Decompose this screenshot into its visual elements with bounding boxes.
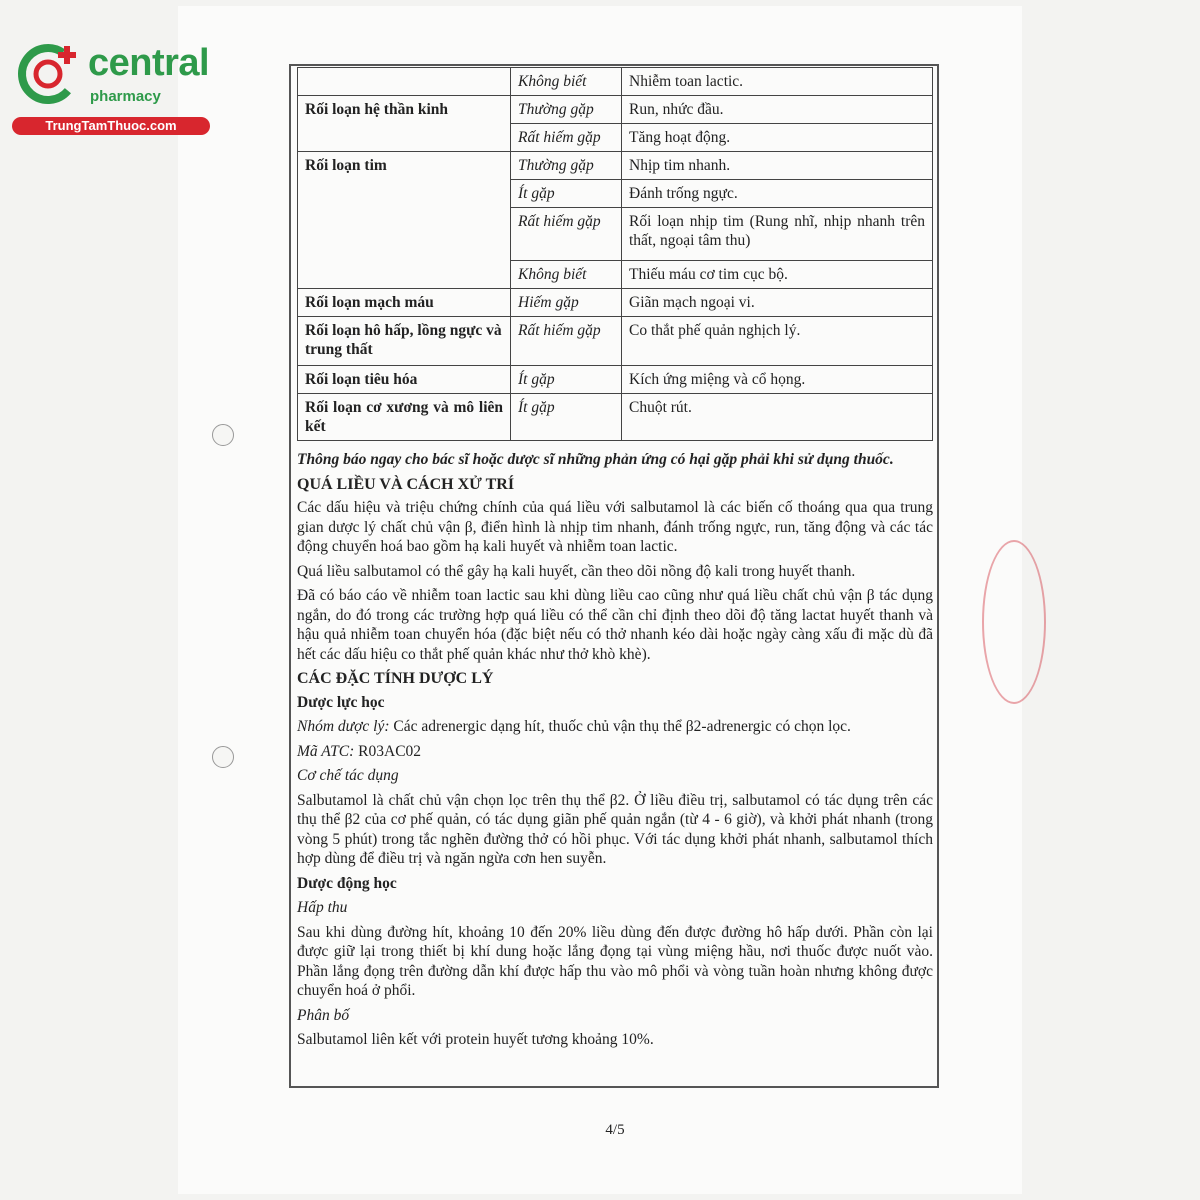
frequency-cell: Thường gặp	[511, 96, 622, 124]
category-cell: Rối loạn tiêu hóa	[298, 366, 511, 394]
distribution-label: Phân bố	[297, 1006, 350, 1024]
brand-subtitle: pharmacy	[90, 88, 161, 105]
table-row	[298, 68, 933, 96]
frequency-cell: Rất hiếm gặp	[511, 317, 622, 366]
paragraph: Các dấu hiệu và triệu chứng chính của quá liều với salbutamol là các biến cố thoáng qua qua trung gian dược lý chất chủ vận β, điển hình là nhịp tim nhanh, đánh trống ngực, run, tăng động và các tác động chuyển hoá bao gồm hạ kali huyết và nhiễm toan lactic.	[297, 499, 933, 555]
frequency-cell: Không biết	[511, 68, 622, 96]
effect-cell: Giãn mạch ngoại vi.	[622, 289, 933, 317]
page-number: 4/5	[605, 1122, 625, 1138]
effect-cell: Rối loạn nhịp tim (Rung nhĩ, nhịp nhanh trên thất, ngoại tâm thu)	[622, 208, 933, 261]
group-label: Nhóm dược lý:	[297, 718, 390, 735]
atc-value: R03AC02	[354, 742, 422, 760]
effect-cell: Kích ứng miệng và cổ họng.	[622, 366, 933, 394]
pharmacokinetics-heading: Dược động học	[297, 874, 397, 892]
paragraph: Salbutamol là chất chủ vận chọn lọc trên thụ thể β2. Ở liều điều trị, salbutamol có tác dụng trên các thụ thể β2 của cơ phế quản, có tác dụng giãn phế quản ngắn (từ 4 - 6 giờ), và khởi phát nhanh (trong vòng 5 phút) trong tắc nghẽn đường thở có hồi phục. Với tác dụng khởi phát nhanh, salbutamol thích hợp dùng để điều trị và ngăn ngừa cơn hen suyễn.	[297, 791, 933, 867]
binder-hole	[212, 746, 234, 768]
frequency-cell: Thường gặp	[511, 152, 622, 180]
frequency-cell: Ít gặp	[511, 180, 622, 208]
pharmacodynamics-heading: Dược lực học	[297, 693, 385, 711]
frequency-cell: Không biết	[511, 261, 622, 289]
table-row	[298, 317, 933, 366]
frequency-cell: Rất hiếm gặp	[511, 124, 622, 152]
atc-label: Mã ATC:	[297, 742, 355, 760]
table-row	[298, 366, 933, 394]
category-cell: Rối loạn tim	[298, 152, 511, 289]
pharmacology-group	[297, 717, 933, 737]
document-body	[297, 450, 933, 1055]
paragraph: Sau khi dùng đường hít, khoảng 10 đến 20% liều dùng đến được đường hô hấp dưới. Phần còn lại được giữ lại trong thiết bị khí dung hoặc lắng đọng tại vùng miệng hầu, nơi thuốc được nuốt vào. Phần lắng đọng trên đường dẫn khí được hấp thu vào mô phổi và vòng tuần hoàn nhưng không được chuyển hoá ở phổi.	[297, 923, 933, 999]
group-value: Các adrenergic dạng hít, thuốc chủ vận thụ thể β2-adrenergic có chọn lọc.	[389, 718, 851, 735]
frequency-cell: Ít gặp	[511, 366, 622, 394]
brand-name: central	[88, 42, 210, 84]
effect-cell: Run, nhức đầu.	[622, 96, 933, 124]
atc-code	[297, 742, 933, 762]
absorption-label: Hấp thu	[297, 899, 348, 916]
effect-cell: Nhiễm toan lactic.	[622, 68, 933, 96]
effect-cell: Co thắt phế quản nghịch lý.	[622, 317, 933, 366]
effect-cell: Thiếu máu cơ tim cục bộ.	[622, 261, 933, 289]
effect-cell: Đánh trống ngực.	[622, 180, 933, 208]
binder-hole	[212, 424, 234, 446]
overdose-heading: QUÁ LIỀU VÀ CÁCH XỬ TRÍ	[297, 475, 515, 493]
mechanism-label: Cơ chế tác dụng	[297, 767, 399, 784]
paragraph: Đã có báo cáo về nhiễm toan lactic sau khi dùng liều cao cũng như quá liều chất chủ vận β tác dụng ngắn, do đó trong các trường hợp quá liều có thể cần chỉ định theo dõi độ tăng lactat huyết thanh và hậu quả nhiễm toan chuyển hóa (đặc biệt nếu có thở nhanh kéo dài hoặc ngày càng xấu đi mặc dù đã hết các dấu hiệu co thắt phế quản khác như thở khò khè).	[297, 587, 933, 663]
effect-cell: Nhịp tim nhanh.	[622, 152, 933, 180]
paragraph: Salbutamol liên kết với protein huyết tương khoảng 10%.	[297, 1031, 654, 1048]
category-cell: Rối loạn cơ xương và mô liên kết	[298, 394, 511, 441]
frequency-cell: Hiếm gặp	[511, 289, 622, 317]
pharmacology-heading: CÁC ĐẶC TÍNH DƯỢC LÝ	[297, 670, 494, 687]
category-cell: Rối loạn hệ thần kinh	[298, 96, 511, 152]
effect-cell: Chuột rút.	[622, 394, 933, 441]
table-row	[298, 96, 933, 124]
table-row	[298, 289, 933, 317]
category-cell: Rối loạn hô hấp, lồng ngực và trung thất	[298, 317, 511, 366]
category-cell: Rối loạn mạch máu	[298, 289, 511, 317]
effect-cell: Tăng hoạt động.	[622, 124, 933, 152]
brand-url[interactable]: TrungTamThuoc.com	[12, 117, 210, 135]
table-row	[298, 152, 933, 180]
table-row	[298, 394, 933, 441]
frequency-cell: Ít gặp	[511, 394, 622, 441]
red-stamp	[982, 540, 1046, 704]
category-cell	[298, 68, 511, 96]
adverse-effects-table	[297, 67, 933, 441]
frequency-cell: Rất hiếm gặp	[511, 208, 622, 261]
warning-note: Thông báo ngay cho bác sĩ hoặc dược sĩ những phản ứng có hại gặp phải khi sử dụng thuốc.	[297, 451, 894, 468]
paragraph: Quá liều salbutamol có thể gây hạ kali huyết, cần theo dõi nồng độ kali trong huyết thanh.	[297, 562, 856, 580]
